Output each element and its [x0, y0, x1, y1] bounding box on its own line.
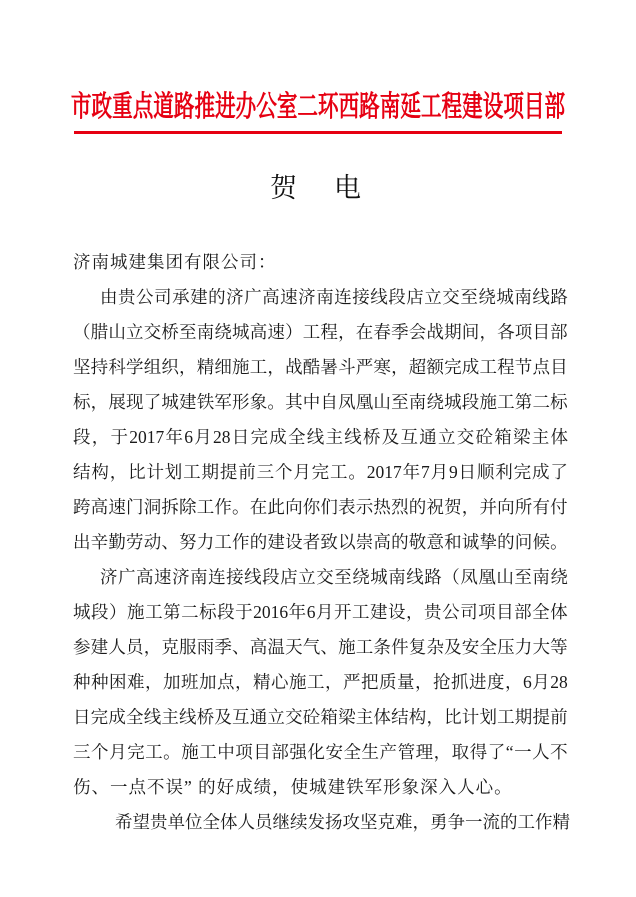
- body-line: 三 个 月 完 工 。 施 工 中 项 目 部 强 化 安 全 生 产 管 理 ， 取 得 了 “ 一 人 不: [73, 742, 568, 762]
- body-line: 日 完 成 全 线 主 线 桥 及 互 通 立 交 砼 箱 梁 主 体 结 构 ， 比 计 划 工 期 提 前: [73, 707, 568, 727]
- body-line: 段 ， 于 2017 年 6 月 28 日 完 成 全 线 主 线 桥 及 互 通 立 交 砼 箱 梁 主 体: [73, 427, 568, 447]
- body-line: 城 段 ） 施 工 第 二 标 段 于 2016 年 6 月 开 工 建 设 ， 贵 公 司 项 目 部 全 体: [73, 602, 568, 622]
- body-line: 种 种 困 难 ， 加 班 加 点 ， 精 心 施 工 ， 严 把 质 量 ， 抢 抓 进 度 ， 6 月 28: [73, 672, 568, 692]
- body-line: 伤、一点不误” 的好成绩，使城建铁军形象深入人心。: [73, 777, 513, 797]
- body-line: 希 望 贵 单 位 全 体 人 员 继 续 发 扬 攻 坚 克 难 ， 勇 争 一 流 的 工 作 精: [115, 812, 570, 832]
- body-line: 跨 高 速 门 洞 拆 除 工 作 。 在 此 向 你 们 表 示 热 烈 的 祝 贺 ， 并 向 所 有 付: [73, 497, 568, 517]
- body-text: [73, 245, 568, 840]
- body-line: 出 辛 勤 劳 动 、 努 力 工 作 的 建 设 者 致 以 崇 高 的 敬 意 和 诚 挚 的 问 候 。: [73, 532, 568, 552]
- document-title: 贺 电: [270, 173, 366, 203]
- body-line: 标 ， 展 现 了 城 建 铁 军 形 象 。 其 中 自 凤 凰 山 至 南 绕 城 段 施 工 第 二 标: [73, 392, 568, 412]
- letterhead-title: 市政重点道路推进办公室二环西路南延工程建设项目部: [70, 90, 566, 123]
- letterhead: [0, 84, 636, 124]
- body-line: 济 广 高 速 济 南 连 接 线 段 店 立 交 至 绕 城 南 线 路 （ 凤 凰 山 至 南 绕: [100, 567, 568, 587]
- body-line: 坚 持 科 学 组 织 ， 精 细 施 工 ， 战 酷 暑 斗 严 寒 ， 超 额 完 成 工 程 节 点 目: [73, 357, 568, 377]
- body-line: 济南城建集团有限公司：: [73, 252, 277, 272]
- body-line: 由 贵 公 司 承 建 的 济 广 高 速 济 南 连 接 线 段 店 立 交 至 绕 城 南 线 路: [100, 287, 568, 307]
- body-line: （ 腊 山 立 交 桥 至 南 绕 城 高 速 ） 工 程 ， 在 春 季 会 战 期 间 ， 各 项 目 部: [73, 322, 568, 342]
- body-line: 结 构 ， 比 计 划 工 期 提 前 三 个 月 完 工 。 2017 年 7 月 9 日 顺 利 完 成 了: [73, 462, 568, 482]
- body-line: 参 建 人 员 ， 克 服 雨 季 、 高 温 天 气 、 施 工 条 件 复 杂 及 安 全 压 力 大 等: [73, 637, 568, 657]
- letterhead-rule: [74, 131, 562, 134]
